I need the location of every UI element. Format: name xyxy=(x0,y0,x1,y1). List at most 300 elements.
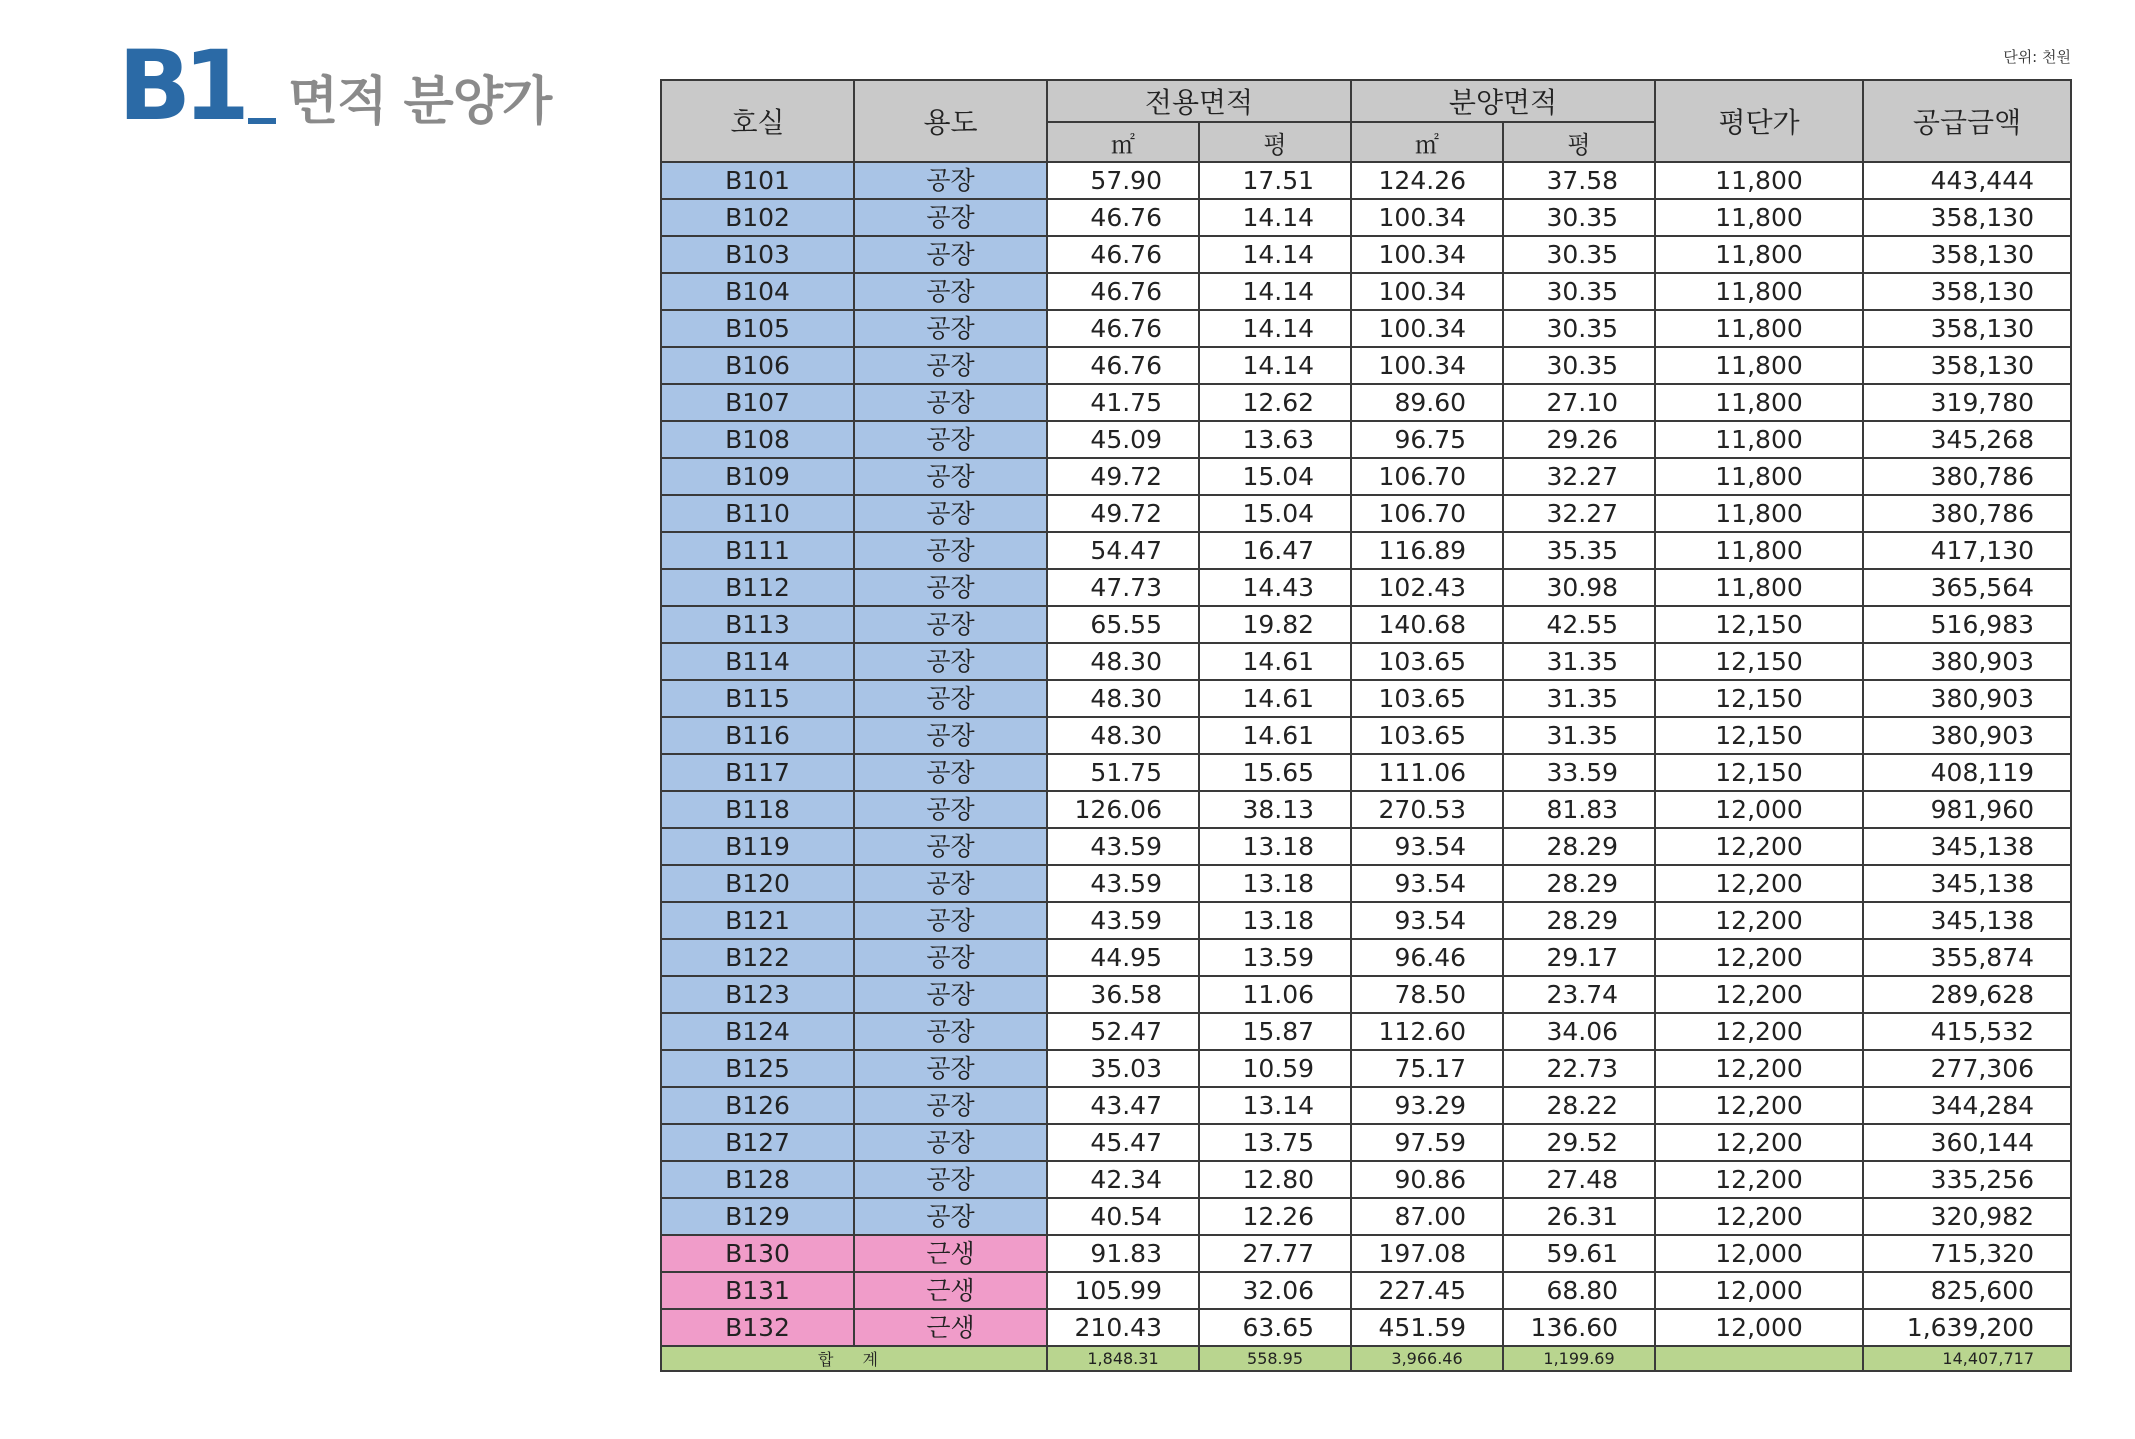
cell-exclusive-sqm: 35.03 xyxy=(1047,1050,1199,1087)
cell-unit: B112 xyxy=(661,569,854,606)
cell-exclusive-sqm: 126.06 xyxy=(1047,791,1199,828)
cell-sale-sqm: 93.54 xyxy=(1351,828,1503,865)
cell-supply-amount: 320,982 xyxy=(1863,1198,2071,1235)
cell-exclusive-pyeong: 14.14 xyxy=(1199,199,1351,236)
cell-exclusive-sqm: 52.47 xyxy=(1047,1013,1199,1050)
cell-sale-sqm: 102.43 xyxy=(1351,569,1503,606)
cell-price-per-pyeong: 11,800 xyxy=(1655,347,1863,384)
cell-unit: B102 xyxy=(661,199,854,236)
cell-exclusive-sqm: 43.59 xyxy=(1047,865,1199,902)
cell-supply-amount: 380,786 xyxy=(1863,458,2071,495)
cell-unit: B124 xyxy=(661,1013,854,1050)
cell-exclusive-pyeong: 14.14 xyxy=(1199,347,1351,384)
table-row xyxy=(661,902,2071,939)
cell-sale-pyeong: 31.35 xyxy=(1503,680,1655,717)
cell-use: 공장 xyxy=(854,1087,1047,1124)
cell-price-per-pyeong: 12,200 xyxy=(1655,1013,1863,1050)
cell-sale-sqm: 93.54 xyxy=(1351,902,1503,939)
header-exclusive-sqm: ㎡ xyxy=(1047,122,1199,162)
cell-use: 공장 xyxy=(854,865,1047,902)
cell-supply-amount: 415,532 xyxy=(1863,1013,2071,1050)
cell-exclusive-pyeong: 13.75 xyxy=(1199,1124,1351,1161)
table-row xyxy=(661,865,2071,902)
cell-supply-amount: 335,256 xyxy=(1863,1161,2071,1198)
cell-price-per-pyeong: 11,800 xyxy=(1655,532,1863,569)
cell-supply-amount: 355,874 xyxy=(1863,939,2071,976)
cell-price-per-pyeong: 12,150 xyxy=(1655,680,1863,717)
table-row xyxy=(661,680,2071,717)
cell-price-per-pyeong: 12,200 xyxy=(1655,1198,1863,1235)
cell-supply-amount: 345,138 xyxy=(1863,865,2071,902)
cell-exclusive-pyeong: 13.18 xyxy=(1199,902,1351,939)
cell-exclusive-sqm: 36.58 xyxy=(1047,976,1199,1013)
cell-price-per-pyeong: 12,150 xyxy=(1655,754,1863,791)
cell-price-per-pyeong: 11,800 xyxy=(1655,421,1863,458)
cell-supply-amount: 319,780 xyxy=(1863,384,2071,421)
cell-exclusive-sqm: 46.76 xyxy=(1047,199,1199,236)
cell-sale-sqm: 451.59 xyxy=(1351,1309,1503,1346)
cell-sale-pyeong: 28.29 xyxy=(1503,828,1655,865)
cell-sale-pyeong: 26.31 xyxy=(1503,1198,1655,1235)
cell-price-per-pyeong: 11,800 xyxy=(1655,495,1863,532)
cell-unit: B109 xyxy=(661,458,854,495)
cell-sale-sqm: 90.86 xyxy=(1351,1161,1503,1198)
cell-exclusive-pyeong: 15.04 xyxy=(1199,495,1351,532)
total-price-per-pyeong xyxy=(1655,1346,1863,1371)
table-row xyxy=(661,791,2071,828)
cell-exclusive-sqm: 46.76 xyxy=(1047,310,1199,347)
cell-exclusive-pyeong: 14.61 xyxy=(1199,717,1351,754)
table-row xyxy=(661,1161,2071,1198)
cell-exclusive-sqm: 45.47 xyxy=(1047,1124,1199,1161)
cell-exclusive-pyeong: 15.65 xyxy=(1199,754,1351,791)
cell-unit: B117 xyxy=(661,754,854,791)
cell-sale-pyeong: 42.55 xyxy=(1503,606,1655,643)
cell-sale-sqm: 75.17 xyxy=(1351,1050,1503,1087)
cell-price-per-pyeong: 11,800 xyxy=(1655,310,1863,347)
cell-exclusive-sqm: 40.54 xyxy=(1047,1198,1199,1235)
cell-price-per-pyeong: 11,800 xyxy=(1655,384,1863,421)
cell-sale-pyeong: 35.35 xyxy=(1503,532,1655,569)
cell-exclusive-sqm: 54.47 xyxy=(1047,532,1199,569)
cell-sale-pyeong: 22.73 xyxy=(1503,1050,1655,1087)
cell-use: 근생 xyxy=(854,1235,1047,1272)
cell-exclusive-sqm: 45.09 xyxy=(1047,421,1199,458)
cell-unit: B118 xyxy=(661,791,854,828)
cell-use: 공장 xyxy=(854,236,1047,273)
cell-exclusive-sqm: 46.76 xyxy=(1047,236,1199,273)
cell-exclusive-pyeong: 63.65 xyxy=(1199,1309,1351,1346)
cell-unit: B106 xyxy=(661,347,854,384)
cell-sale-sqm: 93.29 xyxy=(1351,1087,1503,1124)
cell-exclusive-sqm: 43.59 xyxy=(1047,828,1199,865)
cell-exclusive-sqm: 44.95 xyxy=(1047,939,1199,976)
cell-use: 공장 xyxy=(854,902,1047,939)
cell-exclusive-pyeong: 15.04 xyxy=(1199,458,1351,495)
title-separator xyxy=(248,118,276,124)
cell-sale-sqm: 78.50 xyxy=(1351,976,1503,1013)
cell-exclusive-pyeong: 13.18 xyxy=(1199,828,1351,865)
cell-use: 공장 xyxy=(854,421,1047,458)
cell-exclusive-pyeong: 13.59 xyxy=(1199,939,1351,976)
cell-price-per-pyeong: 12,200 xyxy=(1655,939,1863,976)
cell-exclusive-pyeong: 13.18 xyxy=(1199,865,1351,902)
cell-sale-pyeong: 28.22 xyxy=(1503,1087,1655,1124)
building-code: B1 xyxy=(118,30,242,142)
cell-price-per-pyeong: 12,200 xyxy=(1655,1124,1863,1161)
cell-use: 공장 xyxy=(854,569,1047,606)
cell-unit: B130 xyxy=(661,1235,854,1272)
cell-use: 공장 xyxy=(854,1013,1047,1050)
cell-exclusive-sqm: 65.55 xyxy=(1047,606,1199,643)
total-exclusive-pyeong: 558.95 xyxy=(1199,1346,1351,1371)
cell-exclusive-pyeong: 12.62 xyxy=(1199,384,1351,421)
cell-supply-amount: 358,130 xyxy=(1863,236,2071,273)
cell-sale-pyeong: 68.80 xyxy=(1503,1272,1655,1309)
cell-unit: B125 xyxy=(661,1050,854,1087)
cell-sale-sqm: 100.34 xyxy=(1351,199,1503,236)
cell-use: 공장 xyxy=(854,199,1047,236)
table-row xyxy=(661,569,2071,606)
cell-price-per-pyeong: 12,150 xyxy=(1655,606,1863,643)
cell-exclusive-sqm: 49.72 xyxy=(1047,495,1199,532)
cell-use: 근생 xyxy=(854,1272,1047,1309)
table-row xyxy=(661,828,2071,865)
cell-use: 공장 xyxy=(854,532,1047,569)
cell-exclusive-sqm: 91.83 xyxy=(1047,1235,1199,1272)
cell-use: 공장 xyxy=(854,828,1047,865)
cell-exclusive-sqm: 210.43 xyxy=(1047,1309,1199,1346)
cell-supply-amount: 344,284 xyxy=(1863,1087,2071,1124)
cell-sale-sqm: 106.70 xyxy=(1351,495,1503,532)
cell-supply-amount: 358,130 xyxy=(1863,199,2071,236)
title-text: 면적 분양가 xyxy=(287,72,552,132)
cell-sale-pyeong: 81.83 xyxy=(1503,791,1655,828)
cell-price-per-pyeong: 12,200 xyxy=(1655,976,1863,1013)
header-sale-pyeong: 평 xyxy=(1503,122,1655,162)
cell-supply-amount: 408,119 xyxy=(1863,754,2071,791)
table-row xyxy=(661,1272,2071,1309)
table-row xyxy=(661,199,2071,236)
cell-exclusive-pyeong: 16.47 xyxy=(1199,532,1351,569)
cell-sale-pyeong: 30.35 xyxy=(1503,236,1655,273)
cell-price-per-pyeong: 12,200 xyxy=(1655,865,1863,902)
cell-price-per-pyeong: 11,800 xyxy=(1655,199,1863,236)
cell-exclusive-sqm: 41.75 xyxy=(1047,384,1199,421)
table-row xyxy=(661,1309,2071,1346)
cell-unit: B101 xyxy=(661,162,854,199)
cell-supply-amount: 981,960 xyxy=(1863,791,2071,828)
cell-exclusive-sqm: 51.75 xyxy=(1047,754,1199,791)
cell-unit: B104 xyxy=(661,273,854,310)
header-price-per-pyeong: 평단가 xyxy=(1655,80,1863,162)
table-row xyxy=(661,1124,2071,1161)
cell-sale-sqm: 112.60 xyxy=(1351,1013,1503,1050)
cell-unit: B132 xyxy=(661,1309,854,1346)
cell-price-per-pyeong: 12,200 xyxy=(1655,902,1863,939)
cell-unit: B121 xyxy=(661,902,854,939)
cell-unit: B129 xyxy=(661,1198,854,1235)
cell-unit: B103 xyxy=(661,236,854,273)
table-row xyxy=(661,939,2071,976)
cell-exclusive-sqm: 47.73 xyxy=(1047,569,1199,606)
cell-use: 공장 xyxy=(854,495,1047,532)
cell-sale-pyeong: 29.17 xyxy=(1503,939,1655,976)
cell-sale-sqm: 111.06 xyxy=(1351,754,1503,791)
cell-price-per-pyeong: 12,200 xyxy=(1655,1087,1863,1124)
cell-unit: B107 xyxy=(661,384,854,421)
cell-sale-sqm: 197.08 xyxy=(1351,1235,1503,1272)
cell-use: 공장 xyxy=(854,1124,1047,1161)
cell-sale-pyeong: 29.26 xyxy=(1503,421,1655,458)
cell-exclusive-sqm: 49.72 xyxy=(1047,458,1199,495)
cell-exclusive-pyeong: 14.61 xyxy=(1199,643,1351,680)
cell-supply-amount: 358,130 xyxy=(1863,273,2071,310)
cell-unit: B115 xyxy=(661,680,854,717)
cell-unit: B128 xyxy=(661,1161,854,1198)
table-row xyxy=(661,310,2071,347)
cell-use: 공장 xyxy=(854,1161,1047,1198)
cell-sale-sqm: 270.53 xyxy=(1351,791,1503,828)
cell-exclusive-pyeong: 19.82 xyxy=(1199,606,1351,643)
table-row xyxy=(661,606,2071,643)
table-row xyxy=(661,421,2071,458)
cell-unit: B116 xyxy=(661,717,854,754)
cell-use: 공장 xyxy=(854,717,1047,754)
area-price-table xyxy=(660,79,2072,1372)
total-supply-amount: 14,407,717 xyxy=(1863,1346,2071,1371)
cell-sale-sqm: 96.46 xyxy=(1351,939,1503,976)
table-row xyxy=(661,1050,2071,1087)
cell-use: 공장 xyxy=(854,606,1047,643)
cell-supply-amount: 289,628 xyxy=(1863,976,2071,1013)
table-row xyxy=(661,754,2071,791)
cell-exclusive-sqm: 57.90 xyxy=(1047,162,1199,199)
cell-sale-sqm: 100.34 xyxy=(1351,236,1503,273)
cell-price-per-pyeong: 12,000 xyxy=(1655,791,1863,828)
cell-unit: B120 xyxy=(661,865,854,902)
cell-exclusive-pyeong: 14.14 xyxy=(1199,273,1351,310)
cell-exclusive-pyeong: 11.06 xyxy=(1199,976,1351,1013)
cell-supply-amount: 825,600 xyxy=(1863,1272,2071,1309)
cell-supply-amount: 516,983 xyxy=(1863,606,2071,643)
cell-exclusive-sqm: 105.99 xyxy=(1047,1272,1199,1309)
cell-unit: B114 xyxy=(661,643,854,680)
cell-sale-sqm: 103.65 xyxy=(1351,717,1503,754)
cell-sale-sqm: 140.68 xyxy=(1351,606,1503,643)
total-label: 합 계 xyxy=(661,1346,1047,1371)
table-row xyxy=(661,717,2071,754)
cell-sale-pyeong: 32.27 xyxy=(1503,495,1655,532)
cell-sale-sqm: 89.60 xyxy=(1351,384,1503,421)
table-row xyxy=(661,976,2071,1013)
cell-exclusive-sqm: 46.76 xyxy=(1047,273,1199,310)
table-row xyxy=(661,384,2071,421)
cell-unit: B113 xyxy=(661,606,854,643)
cell-supply-amount: 1,639,200 xyxy=(1863,1309,2071,1346)
cell-price-per-pyeong: 11,800 xyxy=(1655,569,1863,606)
cell-supply-amount: 345,138 xyxy=(1863,902,2071,939)
cell-sale-pyeong: 33.59 xyxy=(1503,754,1655,791)
table-row xyxy=(661,347,2071,384)
cell-price-per-pyeong: 12,000 xyxy=(1655,1309,1863,1346)
cell-exclusive-pyeong: 12.26 xyxy=(1199,1198,1351,1235)
header-supply-amount: 공급금액 xyxy=(1863,80,2071,162)
cell-exclusive-sqm: 42.34 xyxy=(1047,1161,1199,1198)
table-body xyxy=(661,162,2071,1346)
cell-sale-pyeong: 30.98 xyxy=(1503,569,1655,606)
cell-unit: B105 xyxy=(661,310,854,347)
table-row xyxy=(661,273,2071,310)
cell-exclusive-pyeong: 12.80 xyxy=(1199,1161,1351,1198)
cell-sale-sqm: 93.54 xyxy=(1351,865,1503,902)
table-row xyxy=(661,1087,2071,1124)
cell-supply-amount: 358,130 xyxy=(1863,310,2071,347)
cell-supply-amount: 277,306 xyxy=(1863,1050,2071,1087)
table-row xyxy=(661,236,2071,273)
cell-supply-amount: 345,268 xyxy=(1863,421,2071,458)
cell-supply-amount: 417,130 xyxy=(1863,532,2071,569)
cell-exclusive-sqm: 43.47 xyxy=(1047,1087,1199,1124)
cell-unit: B122 xyxy=(661,939,854,976)
cell-sale-sqm: 124.26 xyxy=(1351,162,1503,199)
total-row xyxy=(661,1346,2071,1371)
cell-use: 공장 xyxy=(854,939,1047,976)
header-unit: 호실 xyxy=(661,80,854,162)
cell-supply-amount: 345,138 xyxy=(1863,828,2071,865)
cell-exclusive-pyeong: 14.43 xyxy=(1199,569,1351,606)
cell-use: 공장 xyxy=(854,347,1047,384)
cell-sale-pyeong: 32.27 xyxy=(1503,458,1655,495)
total-exclusive-sqm: 1,848.31 xyxy=(1047,1346,1199,1371)
cell-use: 공장 xyxy=(854,1050,1047,1087)
table-row xyxy=(661,495,2071,532)
cell-exclusive-pyeong: 27.77 xyxy=(1199,1235,1351,1272)
cell-price-per-pyeong: 12,000 xyxy=(1655,1235,1863,1272)
cell-price-per-pyeong: 12,200 xyxy=(1655,1050,1863,1087)
cell-exclusive-pyeong: 14.61 xyxy=(1199,680,1351,717)
header-sale-area: 분양면적 xyxy=(1351,80,1655,122)
cell-use: 공장 xyxy=(854,310,1047,347)
page-title xyxy=(118,30,552,142)
cell-supply-amount: 443,444 xyxy=(1863,162,2071,199)
cell-exclusive-sqm: 43.59 xyxy=(1047,902,1199,939)
cell-exclusive-pyeong: 38.13 xyxy=(1199,791,1351,828)
cell-exclusive-sqm: 46.76 xyxy=(1047,347,1199,384)
cell-sale-pyeong: 27.10 xyxy=(1503,384,1655,421)
cell-use: 공장 xyxy=(854,976,1047,1013)
header-use: 용도 xyxy=(854,80,1047,162)
cell-sale-pyeong: 37.58 xyxy=(1503,162,1655,199)
cell-sale-pyeong: 31.35 xyxy=(1503,643,1655,680)
cell-unit: B126 xyxy=(661,1087,854,1124)
cell-exclusive-pyeong: 15.87 xyxy=(1199,1013,1351,1050)
cell-sale-pyeong: 30.35 xyxy=(1503,199,1655,236)
cell-exclusive-sqm: 48.30 xyxy=(1047,680,1199,717)
unit-note: 단위: 천원 xyxy=(2003,48,2071,66)
cell-use: 공장 xyxy=(854,162,1047,199)
cell-supply-amount: 380,903 xyxy=(1863,717,2071,754)
cell-use: 공장 xyxy=(854,384,1047,421)
total-sale-pyeong: 1,199.69 xyxy=(1503,1346,1655,1371)
cell-sale-sqm: 103.65 xyxy=(1351,643,1503,680)
header-sale-sqm: ㎡ xyxy=(1351,122,1503,162)
cell-supply-amount: 358,130 xyxy=(1863,347,2071,384)
cell-supply-amount: 380,903 xyxy=(1863,680,2071,717)
cell-price-per-pyeong: 12,200 xyxy=(1655,828,1863,865)
cell-sale-sqm: 100.34 xyxy=(1351,273,1503,310)
table-row xyxy=(661,1013,2071,1050)
cell-price-per-pyeong: 12,000 xyxy=(1655,1272,1863,1309)
cell-price-per-pyeong: 12,150 xyxy=(1655,717,1863,754)
cell-sale-pyeong: 34.06 xyxy=(1503,1013,1655,1050)
cell-sale-pyeong: 59.61 xyxy=(1503,1235,1655,1272)
cell-exclusive-pyeong: 14.14 xyxy=(1199,310,1351,347)
cell-supply-amount: 365,564 xyxy=(1863,569,2071,606)
cell-unit: B123 xyxy=(661,976,854,1013)
cell-sale-pyeong: 30.35 xyxy=(1503,347,1655,384)
cell-unit: B110 xyxy=(661,495,854,532)
cell-exclusive-sqm: 48.30 xyxy=(1047,643,1199,680)
cell-exclusive-pyeong: 17.51 xyxy=(1199,162,1351,199)
table-row xyxy=(661,458,2071,495)
cell-sale-sqm: 100.34 xyxy=(1351,310,1503,347)
cell-price-per-pyeong: 12,150 xyxy=(1655,643,1863,680)
cell-unit: B131 xyxy=(661,1272,854,1309)
cell-sale-pyeong: 28.29 xyxy=(1503,902,1655,939)
cell-use: 공장 xyxy=(854,680,1047,717)
cell-use: 공장 xyxy=(854,273,1047,310)
cell-price-per-pyeong: 11,800 xyxy=(1655,273,1863,310)
cell-use: 근생 xyxy=(854,1309,1047,1346)
table-row xyxy=(661,1198,2071,1235)
cell-use: 공장 xyxy=(854,643,1047,680)
table-row xyxy=(661,643,2071,680)
cell-sale-pyeong: 31.35 xyxy=(1503,717,1655,754)
cell-exclusive-pyeong: 14.14 xyxy=(1199,236,1351,273)
cell-use: 공장 xyxy=(854,754,1047,791)
header-exclusive-pyeong: 평 xyxy=(1199,122,1351,162)
cell-sale-pyeong: 136.60 xyxy=(1503,1309,1655,1346)
cell-exclusive-pyeong: 32.06 xyxy=(1199,1272,1351,1309)
cell-sale-sqm: 103.65 xyxy=(1351,680,1503,717)
cell-unit: B127 xyxy=(661,1124,854,1161)
cell-supply-amount: 360,144 xyxy=(1863,1124,2071,1161)
cell-sale-sqm: 97.59 xyxy=(1351,1124,1503,1161)
cell-use: 공장 xyxy=(854,458,1047,495)
header-exclusive-area: 전용면적 xyxy=(1047,80,1351,122)
cell-price-per-pyeong: 11,800 xyxy=(1655,458,1863,495)
cell-use: 공장 xyxy=(854,1198,1047,1235)
cell-sale-sqm: 116.89 xyxy=(1351,532,1503,569)
cell-supply-amount: 380,903 xyxy=(1863,643,2071,680)
cell-unit: B108 xyxy=(661,421,854,458)
cell-sale-pyeong: 27.48 xyxy=(1503,1161,1655,1198)
cell-sale-sqm: 106.70 xyxy=(1351,458,1503,495)
cell-exclusive-pyeong: 10.59 xyxy=(1199,1050,1351,1087)
cell-price-per-pyeong: 12,200 xyxy=(1655,1161,1863,1198)
cell-unit: B111 xyxy=(661,532,854,569)
cell-unit: B119 xyxy=(661,828,854,865)
cell-price-per-pyeong: 11,800 xyxy=(1655,162,1863,199)
cell-sale-sqm: 227.45 xyxy=(1351,1272,1503,1309)
cell-sale-pyeong: 30.35 xyxy=(1503,310,1655,347)
table-row xyxy=(661,532,2071,569)
table-row xyxy=(661,162,2071,199)
cell-exclusive-pyeong: 13.63 xyxy=(1199,421,1351,458)
cell-sale-pyeong: 28.29 xyxy=(1503,865,1655,902)
cell-price-per-pyeong: 11,800 xyxy=(1655,236,1863,273)
